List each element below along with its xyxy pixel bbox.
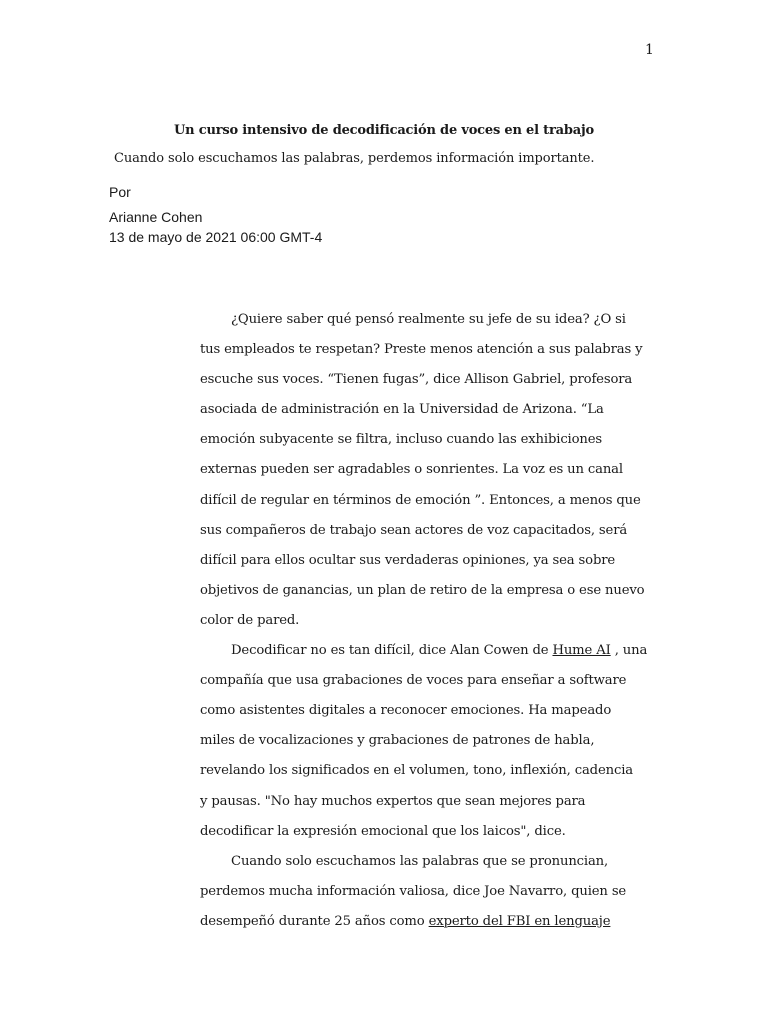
- text-line: miles de vocalizaciones y grabaciones de patrones de habla,: [200, 733, 595, 749]
- text-line: compañía que usa grabaciones de voces para enseñar a software: [200, 673, 627, 689]
- hume-ai-link[interactable]: Hume AI: [552, 643, 611, 659]
- paragraph-1: [200, 305, 670, 636]
- paragraph-3: [200, 847, 670, 937]
- text-line: externas pueden ser agradables o sonrientes. La voz es un canal: [200, 462, 623, 478]
- text-line: asociada de administración en la Universidad de Arizona. “La: [200, 402, 604, 418]
- text-line: ¿Quiere saber qué pensó realmente su jefe de su idea? ¿O si: [231, 312, 626, 327]
- author-name: Arianne Cohen: [109, 209, 203, 225]
- text-line: difícil de regular en términos de emoción ”. Entonces, a menos que: [200, 492, 641, 508]
- publish-date: 13 de mayo de 2021 06:00 GMT-4: [109, 229, 323, 245]
- text-line: difícil para ellos ocultar sus verdaderas opiniones, ya sea sobre: [200, 552, 616, 568]
- text-line: color de pared.: [200, 612, 300, 628]
- article-title: Un curso intensivo de decodificación de voces en el trabajo: [174, 123, 594, 138]
- text-line: como asistentes digitales a reconocer emociones. Ha mapeado: [200, 703, 612, 719]
- text-line: sus compañeros de trabajo sean actores de voz capacitados, será: [200, 522, 628, 538]
- text-line: tus empleados te respetan? Preste menos atención a sus palabras y: [200, 342, 643, 358]
- text-line: revelando los significados en el volumen, tono, inflexión, cadencia: [200, 763, 633, 779]
- text-line: Cuando solo escuchamos las palabras que se pronuncian,: [231, 853, 609, 869]
- text-line: objetivos de ganancias, un plan de retiro de la empresa o ese nuevo: [200, 582, 645, 598]
- text-line: decodificar la expresión emocional que los laicos", dice.: [200, 823, 566, 839]
- text-line: y pausas. "No hay muchos expertos que sean mejores para: [200, 793, 586, 809]
- fbi-expert-link[interactable]: experto del FBI en lenguaje: [428, 913, 611, 929]
- text-line: escuche sus voces. “Tienen fugas”, dice Allison Gabriel, profesora: [200, 372, 633, 388]
- article-body: [200, 305, 670, 937]
- text-line: perdemos mucha información valiosa, dice Joe Navarro, quien se: [200, 883, 627, 899]
- paragraph-2: [200, 636, 670, 847]
- text-line: Decodificar no es tan difícil, dice Alan Cowen de: [231, 643, 553, 659]
- byline-label: Por: [109, 184, 131, 200]
- text-line: emoción subyacente se filtra, incluso cuando las exhibiciones: [200, 432, 603, 448]
- article-subtitle: Cuando solo escuchamos las palabras, perdemos información importante.: [114, 151, 595, 166]
- page-number: 1: [645, 42, 654, 58]
- text-line: , una: [610, 643, 648, 659]
- text-line: desempeñó durante 25 años como: [200, 913, 429, 929]
